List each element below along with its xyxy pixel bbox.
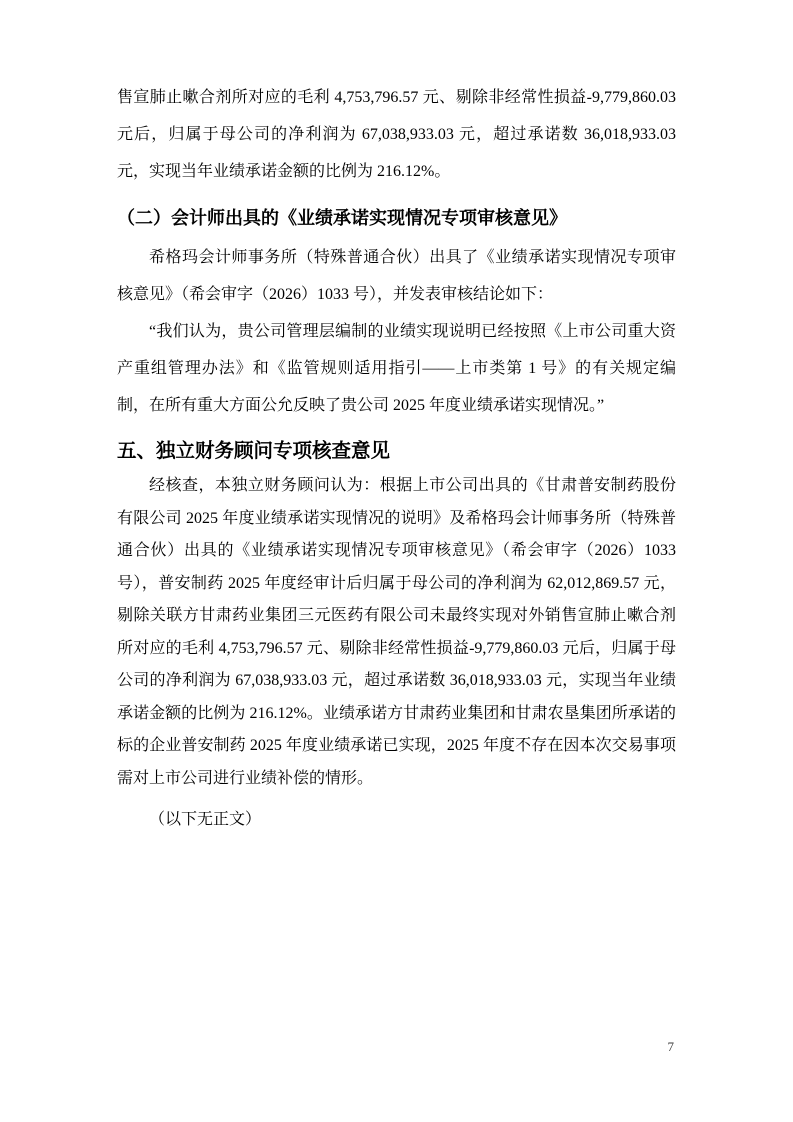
paragraph-audit-conclusion-quote: “我们认为，贵公司管理层编制的业绩实现说明已经按照《上市公司重大资产重组管理办法》和《监管规则适用指引——上市类第 1 号》的有关规定编制，在所有重大方面公允反映了贵公司 2025 年度业绩承诺实现情况。” bbox=[117, 323, 676, 414]
page-number: 7 bbox=[667, 1039, 674, 1054]
heading-accountant-audit-opinion: （二）会计师出具的《业绩承诺实现情况专项审核意见》 bbox=[117, 208, 567, 228]
document-content bbox=[117, 79, 676, 837]
paragraph-auditor-statement: 希格玛会计师事务所（特殊普通合伙）出具了《业绩承诺实现情况专项审核意见》（希会审字（2026）1033 号），并发表审核结论如下： bbox=[117, 249, 676, 303]
paragraph-end-note: （以下无正文） bbox=[149, 811, 262, 828]
heading-independent-financial-advisor-opinion: 五、独立财务顾问专项核查意见 bbox=[117, 440, 391, 462]
paragraph-carryover: 售宣肺止嗽合剂所对应的毛利 4,753,796.57 元、剔除非经常性损益-9,779,860.03 元后，归属于母公司的净利润为 67,038,933.03 元，超过承诺数 36,018,933.03 元，实现当年业绩承诺金额的比例为 216.12%。 bbox=[117, 89, 676, 180]
paragraph-verification-opinion: 经核查，本独立财务顾问认为：根据上市公司出具的《甘肃普安制药股份有限公司 2025 年度业绩承诺实现情况的说明》及希格玛会计师事务所（特殊普通合伙）出具的《业绩承诺实现情况专项审核意见》（希会审字（2026）1033 号），普安制药 2025 年度经审计后归属于母公司的净利润为 62,012,869.57 元，剔除关联方甘肃药业集团三元医药有限公司未最终实现对外销售宣肺止嗽合剂所对应的毛利 4,753,796.57 元、剔除非经常性损益-9,779,860.03 元后，归属于母公司的净利润为 67,038,933.03 元，超过承诺数 36,018,933.03 元，实现当年业绩承诺金额的比例为 216.12%。业绩承诺方甘肃药业集团和甘肃农垦集团所承诺的标的企业普安制药 2025 年度业绩承诺已实现，2025 年度不存在因本次交易事项需对上市公司进行业绩补偿的情形。 bbox=[117, 477, 676, 787]
